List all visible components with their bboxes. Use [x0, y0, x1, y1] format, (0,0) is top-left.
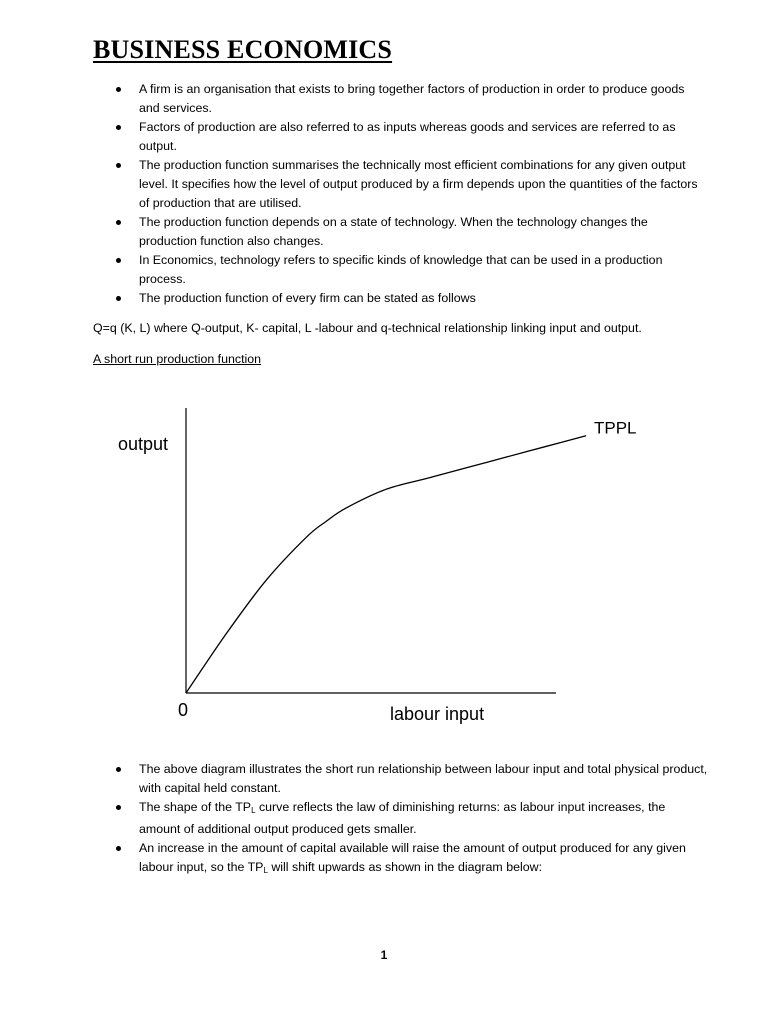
bullet-text: The above diagram illustrates the short run relationship between labour input and total physical product, with capital held constant.: [139, 762, 708, 795]
production-function-chart: [0, 390, 768, 730]
page-number: 1: [380, 948, 388, 962]
origin-label: 0: [178, 700, 189, 720]
bullet-text: Factors of production are also referred to as inputs whereas goods and services are referred to as output.: [139, 120, 676, 153]
x-axis-label: labour input: [390, 704, 485, 724]
explanation-bullet-list: [0, 760, 768, 880]
bullet-text: The production function depends on a state of technology. When the technology changes the production function also changes.: [139, 215, 648, 248]
bullet-icon: [116, 846, 121, 851]
intro-bullet-list: [0, 80, 768, 308]
bullet-icon: [116, 163, 121, 168]
bullet-icon: [116, 125, 121, 130]
subscript-l: L: [251, 806, 256, 815]
list-item: [0, 798, 768, 839]
production-function-formula: Q=q (K, L) where Q-output, K- capital, L -labour and q-technical relationship linking input and output.: [93, 321, 642, 335]
list-item: [0, 213, 768, 251]
bullet-icon: [116, 805, 121, 810]
document-title: BUSINESS ECONOMICS: [93, 35, 393, 64]
bullet-text: curve reflects the law of diminishing returns: as labour input increases, the amount of additional output produced gets smaller.: [139, 800, 666, 836]
bullet-text: will shift upwards as shown in the diagram below:: [267, 860, 543, 874]
bullet-icon: [116, 258, 121, 263]
section-subheading: A short run production function: [93, 352, 262, 366]
chart-svg: [0, 390, 768, 730]
subscript-l: L: [263, 866, 268, 875]
series-line-0: [186, 436, 586, 693]
bullet-text: The shape of the TP: [139, 800, 252, 814]
bullet-text: A firm is an organisation that exists to bring together factors of production in order to produce goods and services.: [139, 82, 685, 115]
y-axis-label: output: [118, 434, 169, 454]
list-item: [0, 760, 768, 798]
bullet-icon: [116, 220, 121, 225]
bullet-icon: [116, 767, 121, 772]
list-item: [0, 80, 768, 118]
bullet-text: The production function summarises the technically most efficient combinations for any given output level. It specifies how the level of output produced by a firm depends upon the quantities of the factors of production that are utilised.: [139, 158, 698, 210]
list-item: [0, 118, 768, 156]
bullet-text: In Economics, technology refers to specific kinds of knowledge that can be used in a production process.: [139, 253, 663, 286]
list-item: [0, 289, 768, 308]
list-item: [0, 839, 768, 880]
series-label: TPPL: [594, 418, 637, 438]
list-item: [0, 156, 768, 213]
bullet-icon: [116, 87, 121, 92]
list-item: [0, 251, 768, 289]
bullet-text: An increase in the amount of capital available will raise the amount of output produced for any given labour input, so the TP: [139, 841, 686, 874]
bullet-icon: [116, 296, 121, 301]
bullet-text: The production function of every firm can be stated as follows: [139, 291, 476, 305]
